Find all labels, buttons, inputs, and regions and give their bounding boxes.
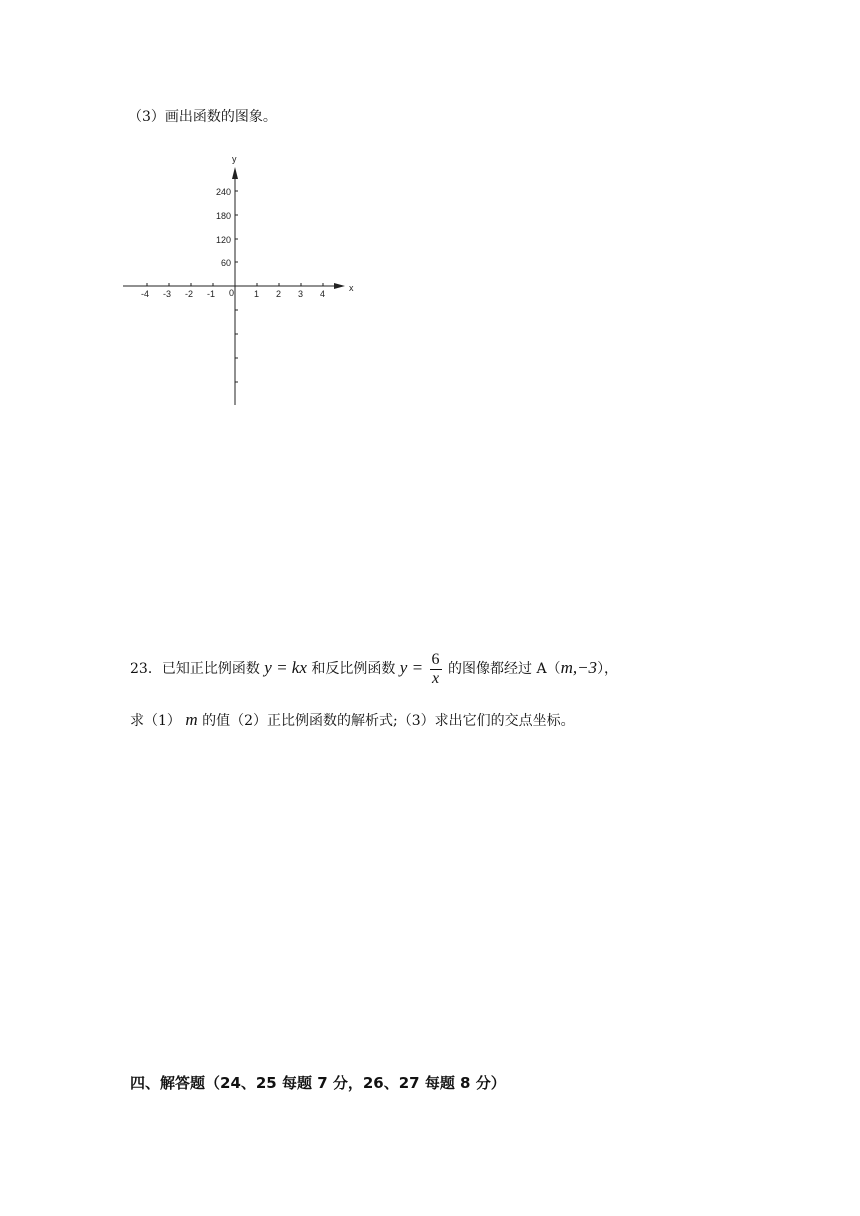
x-tick-label: 2 <box>276 289 282 299</box>
q23-eq1: y = kx <box>264 658 307 677</box>
q23-variable-m: m <box>185 710 198 729</box>
part3-prompt: （3）画出函数的图象。 <box>128 109 277 125</box>
coordinate-graph <box>115 150 375 412</box>
x-tick-label: -1 <box>207 289 216 299</box>
q23-line1 <box>130 648 618 689</box>
q23-line2 <box>130 710 575 730</box>
q23-point-coords: m,−3 <box>560 658 598 677</box>
q23-text-a: 已知正比例函数 <box>161 661 260 677</box>
x-tick-label: 1 <box>254 289 260 299</box>
y-tick-label: 120 <box>216 235 232 245</box>
origin-label: 0 <box>229 288 235 298</box>
y-axis-label: y <box>232 154 237 164</box>
y-tick-label: 60 <box>221 258 232 268</box>
q23-text-c: 的图像都经过 <box>447 661 532 677</box>
section4-heading: 四、解答题（24、25 每题 7 分，26、27 每题 8 分） <box>130 1074 506 1092</box>
q23-fraction-denominator: x <box>431 669 440 687</box>
q23-number: 23． <box>130 661 162 677</box>
y-tick-label: 240 <box>216 187 232 197</box>
x-tick-label: 3 <box>298 289 304 299</box>
x-axis-arrow <box>334 283 345 289</box>
y-tick-labels <box>216 187 231 268</box>
q23-text-b: 和反比例函数 <box>311 661 396 677</box>
q23-line2-a: 求（1） <box>130 713 181 729</box>
y-axis-arrow <box>232 167 238 179</box>
x-tick-label: -2 <box>185 289 194 299</box>
x-tick-label: -3 <box>163 289 172 299</box>
q23-fraction-numerator: 6 <box>431 650 440 668</box>
q23-point-name: A（ <box>536 661 561 677</box>
x-axis-label: x <box>349 283 354 293</box>
y-tick-label: 180 <box>216 211 232 221</box>
q23-fraction <box>430 651 442 688</box>
x-tick-label: -4 <box>141 289 150 299</box>
x-tick-label: 4 <box>320 289 326 299</box>
q23-eq2-lhs: y = <box>399 658 424 677</box>
q23-line2-b: 的值（2）正比例函数的解析式;（3）求出它们的交点坐标。 <box>202 713 575 729</box>
q23-point-close: ）， <box>597 661 619 677</box>
